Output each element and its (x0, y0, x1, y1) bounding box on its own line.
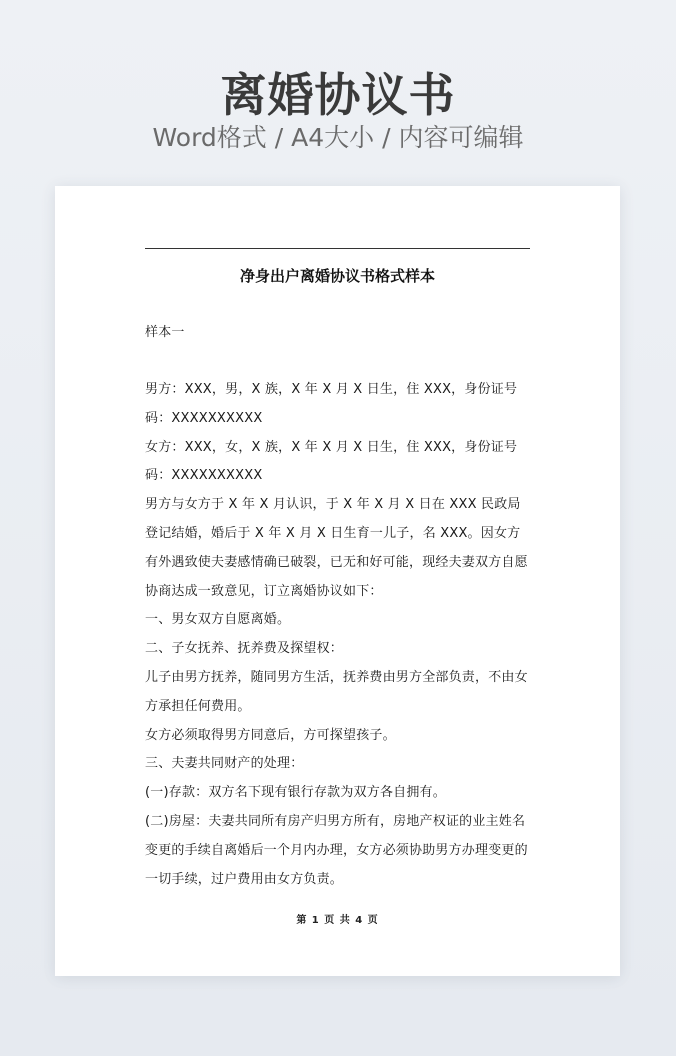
clause-3-property: (二)房屋：夫妻共同所有房产归男方所有，房地产权证的业主姓名变更的手续自离婚后一个月内办理，女方必须协助男方办理变更的一切手续，过户费用由女方负责。 (145, 813, 528, 887)
page-number: 第 1 页 共 4 页 (296, 915, 379, 926)
clause-2-heading: 二、子女抚养、抚养费及探望权： (145, 641, 344, 657)
paragraph-background: 男方与女方于 X 年 X 月认识，于 X 年 X 月 X 日在 XXX 民政局登记结婚，婚后于 X 年 X 月 X 日生育一儿子，名 XXX。因女方有外遇致使夫妻感情确已破裂，已无和好可能，现经夫妻双方自愿协商达成一致意见，订立离婚协议如下： (145, 497, 528, 599)
document-page (55, 186, 620, 976)
clause-2-visitation: 女方必须取得男方同意后，方可探望孩子。 (145, 727, 396, 743)
paragraph-female-party: 女方：XXX，女，X 族，X 年 X 月 X 日生，住 XXX，身份证号码：XXXXXXXXXX (145, 439, 518, 484)
clause-1: 一、男女双方自愿离婚。 (145, 612, 291, 628)
clause-3-deposits: (一)存款：双方名下现有银行存款为双方各自拥有。 (145, 785, 446, 801)
paragraph-male-party: 男方：XXX，男，X 族，X 年 X 月 X 日生，住 XXX，身份证号码：XXXXXXXXXX (145, 382, 518, 426)
clause-3-heading: 三、夫妻共同财产的处理： (145, 756, 304, 772)
header-rule (145, 248, 530, 249)
document-title: 净身出户离婚协议书格式样本 (239, 267, 435, 285)
banner-title: 离婚协议书 (220, 68, 456, 122)
sample-label: 样本一 (145, 325, 185, 340)
document-body (145, 376, 531, 894)
banner-subtitle: Word格式 / A4大小 / 内容可编辑 (152, 123, 524, 152)
clause-2-custody: 儿子由男方抚养，随同男方生活，抚养费由男方全部负责，不由女方承担任何费用。 (145, 669, 528, 714)
